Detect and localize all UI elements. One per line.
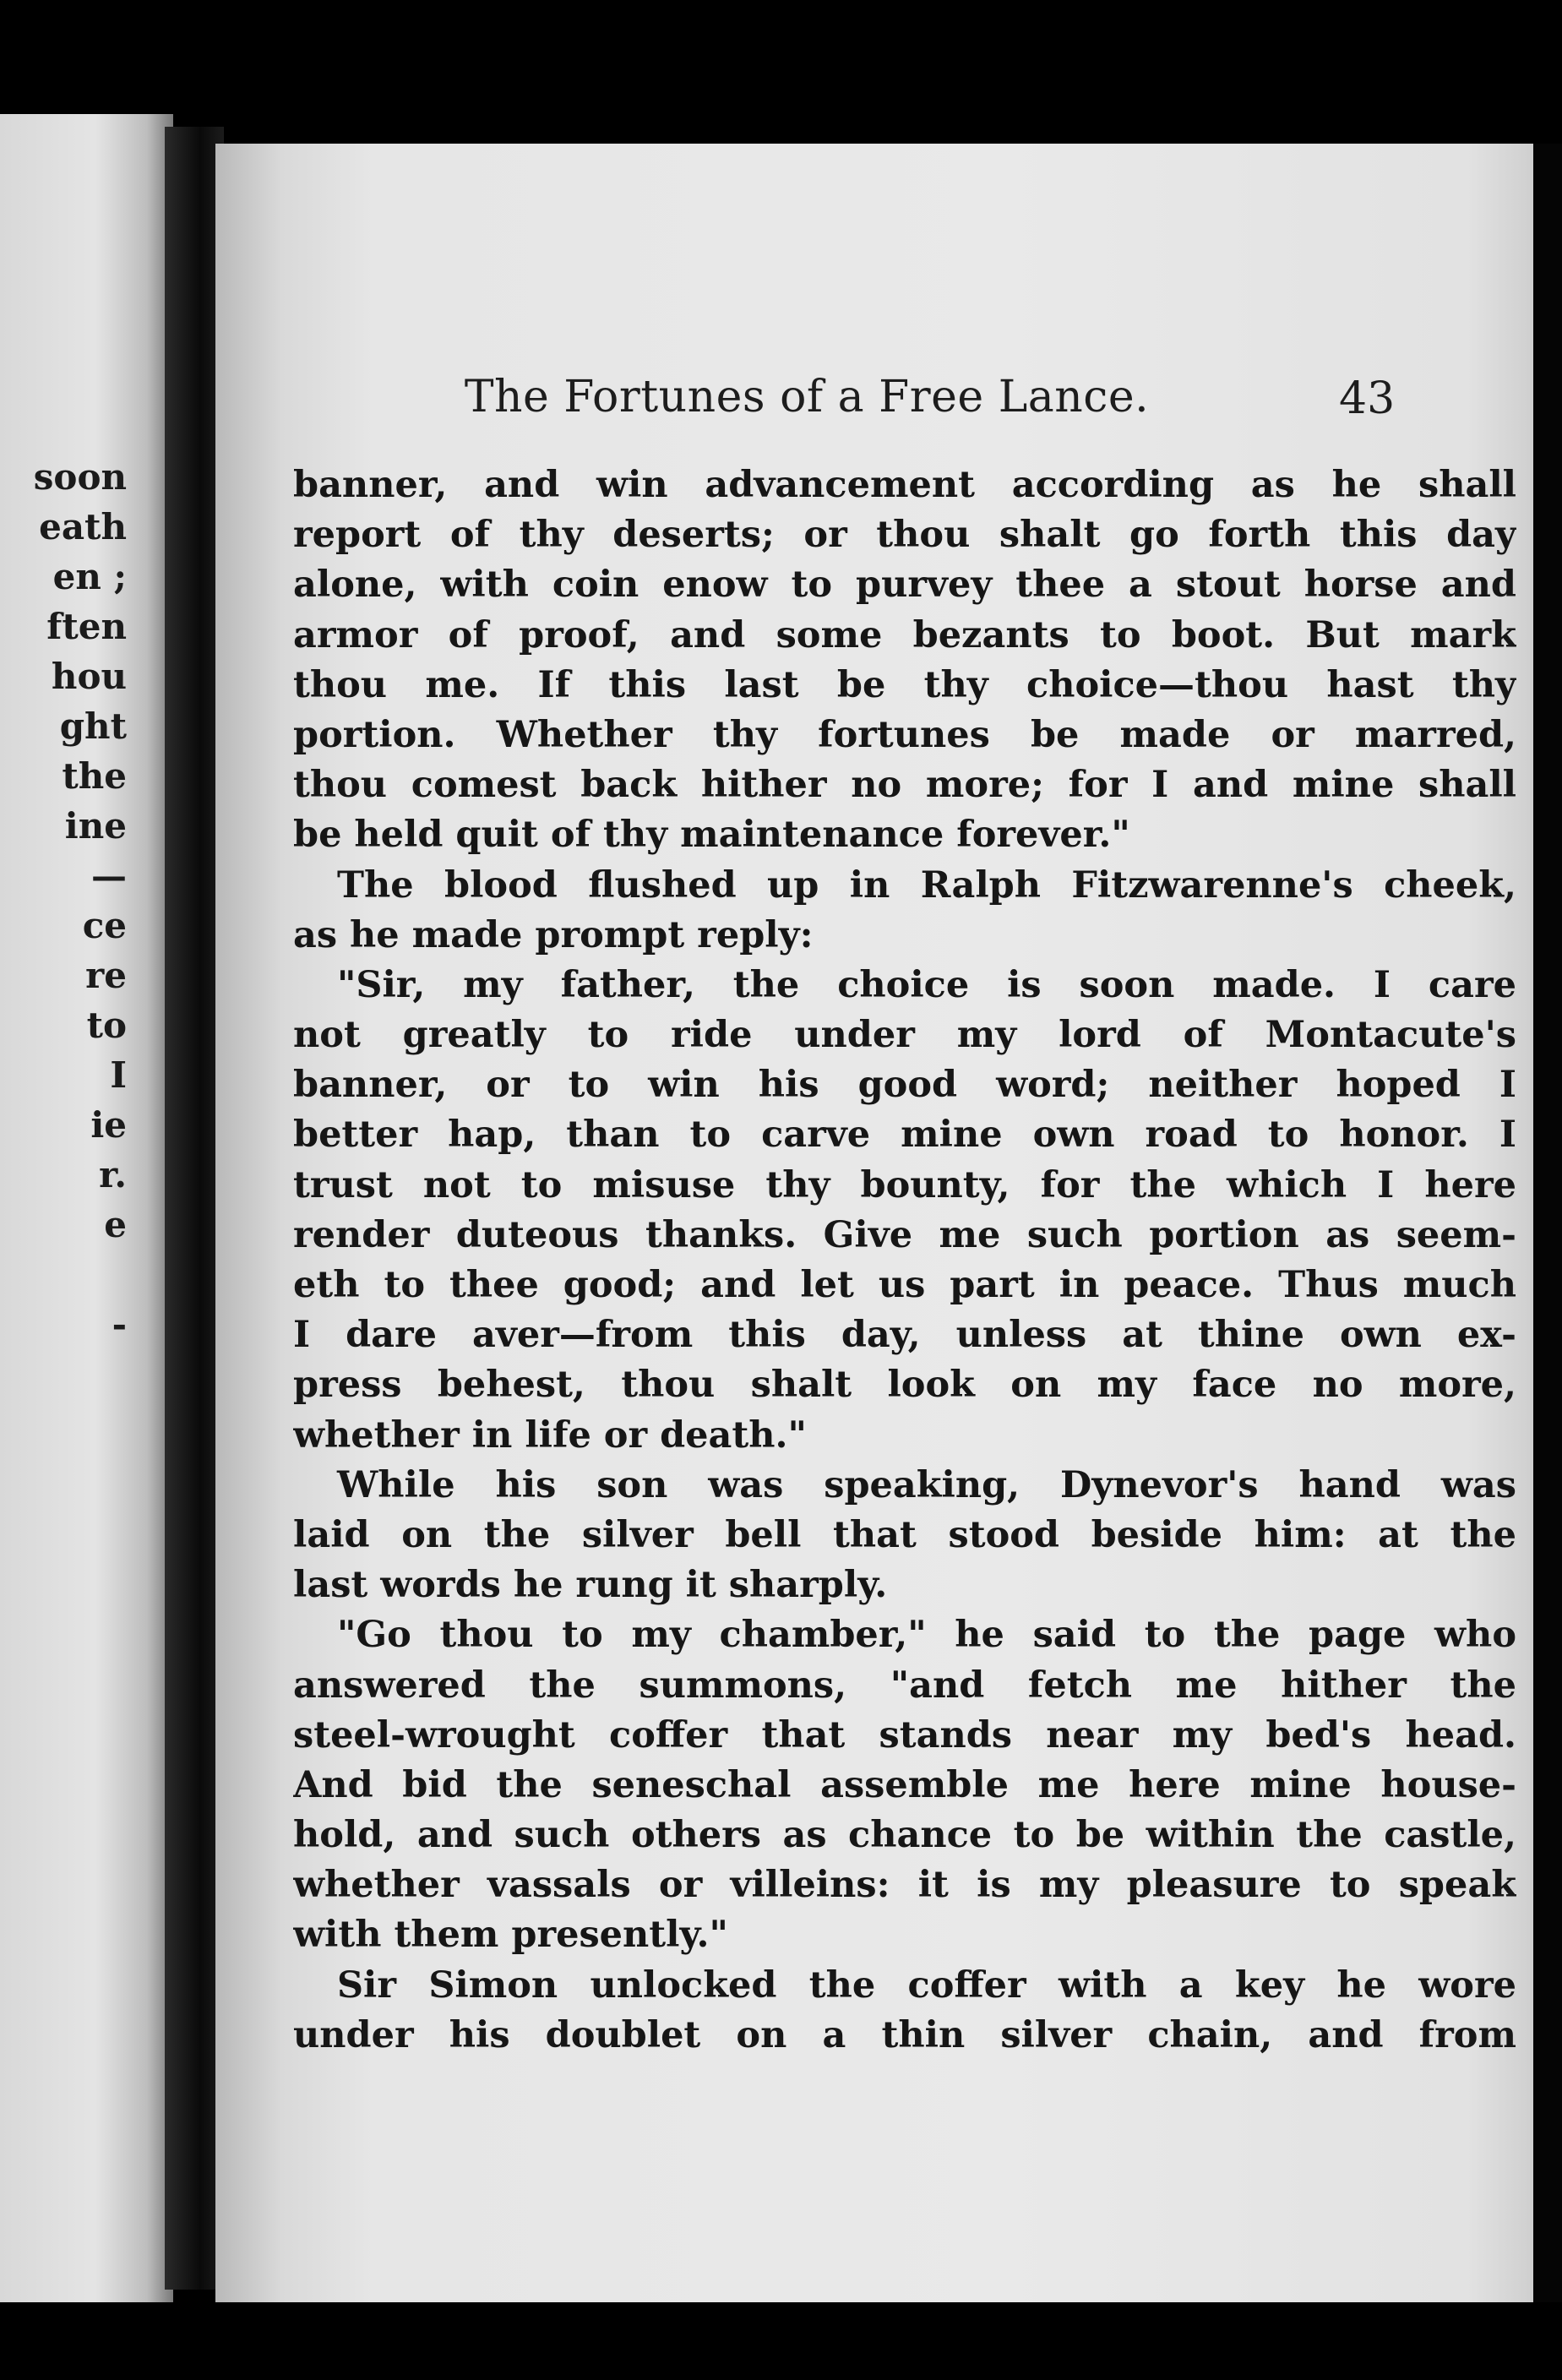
left-fragment: en ;: [52, 556, 127, 597]
left-fragment: ce: [82, 905, 127, 946]
text-line: thou comest back hither no more; for I and mine shall: [293, 764, 1516, 807]
left-fragment: ie: [90, 1104, 127, 1146]
text-line: "Sir, my father, the choice is soon made. I care: [337, 963, 1516, 1006]
text-line: armor of proof, and some bezants to boot. But mark: [293, 613, 1516, 656]
text-line: banner, or to win his good word; neither hoped I: [293, 1064, 1516, 1107]
text-line: The blood flushed up in Ralph Fitzwarenne's cheek,: [337, 863, 1516, 907]
text-line: laid on the silver bell that stood beside him: at the: [293, 1513, 1516, 1556]
text-line: with them presently.": [293, 1914, 728, 1957]
text-line: steel-wrought coffer that stands near my bed's head.: [293, 1713, 1516, 1756]
text-line: whether vassals or villeins: it is my pleasure to speak: [293, 1864, 1516, 1907]
text-line: answered the summons, "and fetch me hither the: [293, 1664, 1516, 1707]
book-page: [215, 144, 1533, 2302]
left-fragment: hou: [51, 656, 127, 697]
body-text: [293, 460, 1516, 2061]
left-page-fragment: [0, 114, 173, 2302]
text-line: alone, with coin enow to purvey thee a stout horse and: [293, 564, 1516, 607]
text-line: as he made prompt reply:: [293, 913, 814, 956]
text-line: trust not to misuse thy bounty, for the which I here: [293, 1163, 1516, 1206]
text-line: not greatly to ride under my lord of Montacute's: [293, 1014, 1516, 1057]
left-fragment: —: [91, 855, 127, 896]
left-fragment: -: [112, 1304, 127, 1345]
text-line: thou me. If this last be thy choice—thou hast thy: [293, 663, 1516, 706]
left-fragment: ften: [46, 606, 127, 647]
left-fragment: re: [85, 955, 127, 996]
text-line: better hap, than to carve mine own road to honor. I: [293, 1114, 1516, 1157]
left-fragment: [0, 1250, 127, 1299]
left-page-line-fragments: [0, 452, 127, 1349]
scan-border: [1533, 144, 1562, 2302]
text-line: eth to thee good; and let us part in peace. Thus much: [293, 1264, 1516, 1306]
left-fragment: e: [104, 1204, 127, 1245]
text-line: report of thy deserts; or thou shalt go forth this day: [293, 514, 1516, 557]
text-line: portion. Whether thy fortunes be made or marred,: [293, 713, 1516, 756]
left-fragment: ght: [59, 705, 127, 747]
text-line: be held quit of thy maintenance forever.": [293, 814, 1130, 857]
text-line: hold, and such others as chance to be within the castle,: [293, 1814, 1516, 1857]
page-content: [215, 144, 1533, 2302]
text-line: last words he rung it sharply.: [293, 1564, 888, 1607]
left-fragment: soon: [33, 456, 127, 498]
text-line: press behest, thou shalt look on my face no more,: [293, 1364, 1516, 1407]
text-line: Sir Simon unlocked the coffer with a key he wore: [337, 1963, 1516, 2007]
text-line: "Go thou to my chamber," he said to the page who: [337, 1614, 1516, 1657]
left-fragment: eath: [39, 506, 127, 547]
left-fragment: r.: [99, 1154, 127, 1195]
text-line: render duteous thanks. Give me such portion as seem-: [293, 1213, 1516, 1256]
text-line: While his son was speaking, Dynevor's hand was: [337, 1463, 1516, 1506]
running-title: The Fortunes of a Free Lance.: [464, 372, 1150, 422]
left-fragment: ine: [64, 805, 127, 847]
text-line: I dare aver—from this day, unless at thine own ex-: [293, 1314, 1516, 1357]
left-fragment: I: [110, 1054, 127, 1096]
text-line: And bid the seneschal assemble me here mine house-: [293, 1763, 1516, 1806]
left-fragment: to: [86, 1005, 127, 1046]
text-line: under his doublet on a thin silver chain, and from: [293, 2013, 1516, 2056]
text-line: banner, and win advancement according as he shall: [293, 464, 1516, 506]
page-number: 43: [1339, 373, 1396, 424]
running-head: [300, 372, 1525, 439]
left-fragment: the: [62, 755, 127, 797]
text-line: whether in life or death.": [293, 1413, 807, 1457]
